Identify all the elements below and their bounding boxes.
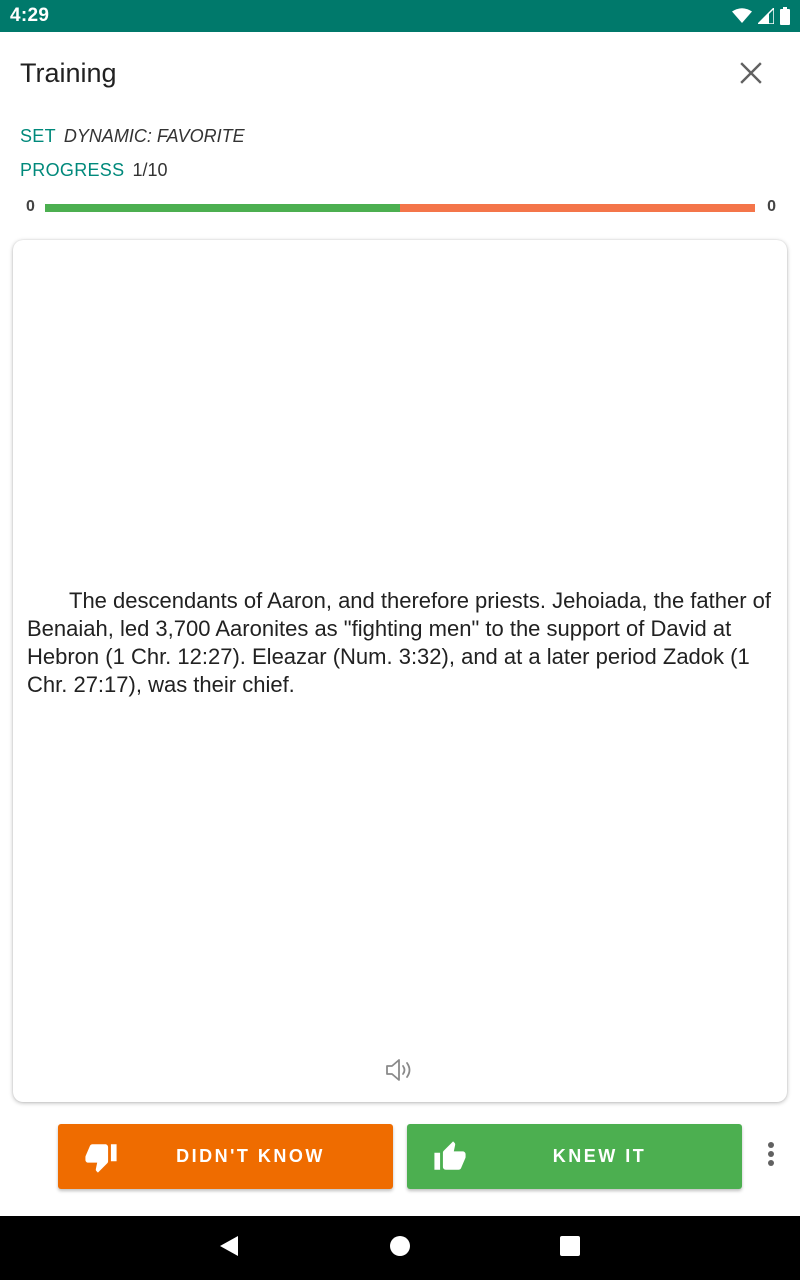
- knew-it-label: KNEW IT: [552, 1146, 647, 1166]
- nav-back-button[interactable]: [214, 1234, 244, 1262]
- set-info: [20, 126, 245, 147]
- didnt-know-button[interactable]: [58, 1124, 393, 1189]
- set-value: DYNAMIC: FAVORITE: [63, 126, 245, 146]
- set-label: SET: [20, 126, 56, 146]
- speak-button[interactable]: [382, 1055, 418, 1089]
- knew-it-button[interactable]: [407, 1124, 742, 1189]
- recents-icon: [560, 1236, 580, 1261]
- known-unknown-bar: [26, 198, 776, 218]
- close-icon: [739, 61, 763, 90]
- known-count: 0: [26, 198, 35, 215]
- status-icons: [732, 7, 790, 25]
- system-nav-bar: [0, 1216, 800, 1280]
- status-time: 4:29: [10, 5, 50, 26]
- didnt-know-label: DIDN'T KNOW: [176, 1146, 325, 1166]
- card-text: The descendants of Aaron, and therefore priests. Jehoiada, the father of Benaiah, led 3,700 Aaronites as "fighting men" to the support of David at Hebron (1 Chr. 12:27). Eleazar (Num. 3:32), and at a later period Zadok (1 Chr. 27:17), was their chief.: [27, 588, 772, 697]
- more-vert-icon: [767, 1141, 775, 1172]
- progress-info: [20, 160, 167, 181]
- speaker-icon: [385, 1057, 415, 1088]
- home-icon: [389, 1235, 411, 1262]
- page-title: Training: [20, 58, 117, 88]
- battery-icon: [780, 7, 790, 25]
- progress-value: 1/10: [132, 160, 168, 180]
- known-segment: [45, 204, 400, 212]
- app-header: [0, 32, 800, 116]
- wifi-icon: [732, 8, 752, 24]
- flashcard[interactable]: [13, 240, 787, 1102]
- unknown-count: 0: [767, 198, 776, 215]
- nav-home-button[interactable]: [385, 1234, 415, 1262]
- progress-label: PROGRESS: [20, 160, 125, 180]
- progress-track: [45, 204, 755, 212]
- cell-signal-icon: [758, 8, 774, 24]
- back-icon: [218, 1234, 240, 1263]
- nav-recents-button[interactable]: [555, 1234, 585, 1262]
- unknown-segment: [400, 204, 755, 212]
- status-bar: [0, 0, 800, 32]
- more-options-button[interactable]: [758, 1134, 784, 1178]
- close-button[interactable]: [730, 54, 772, 96]
